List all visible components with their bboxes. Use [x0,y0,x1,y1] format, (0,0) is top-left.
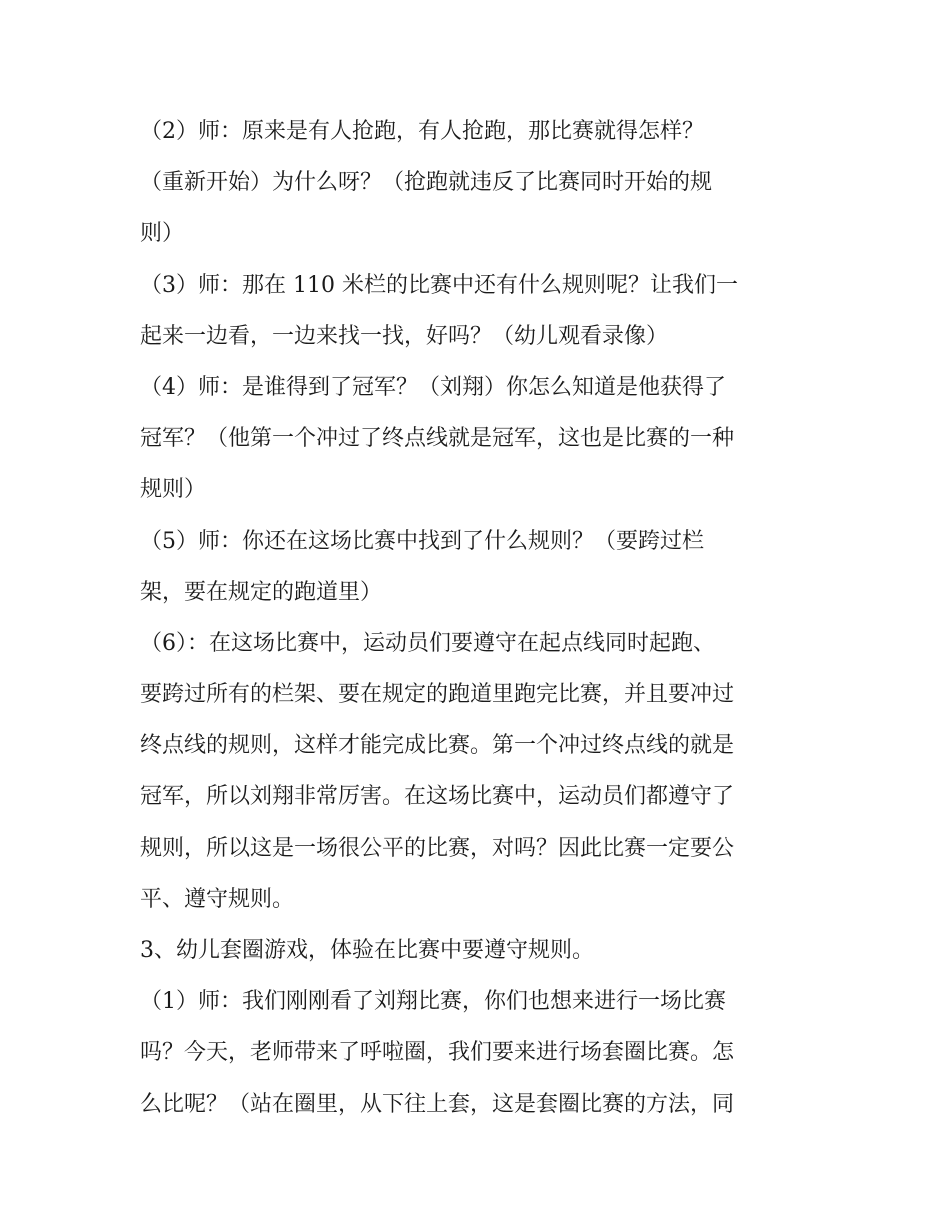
text-line: 起来一边看，一边来找一找，好吗？（幼儿观看录像） [140,323,669,349]
document-body [140,106,820,1130]
text-line: 则） [140,221,185,247]
text-line: 终点线的规则，这样才能完成比赛。第一个冲过终点线的就是 [140,733,735,759]
text-line: （4）师：是谁得到了冠军？（刘翔）你怎么知道是他获得了 [140,374,726,400]
text-line: 3、幼儿套圈游戏，体验在比赛中要遵守规则。 [140,938,594,963]
text-line: （3）师：那在 110 米栏的比赛中还有什么规则呢？让我们一 [140,272,738,298]
text-line: 规则，所以这是一场很公平的比赛，对吗？因此比赛一定要公 [140,835,735,861]
text-line: （2）师：原来是有人抢跑，有人抢跑，那比赛就得怎样？ [140,119,704,144]
text-line: （5）师：你还在这场比赛中找到了什么规则？（要跨过栏 [140,528,704,554]
text-line: 么比呢？（站在圈里，从下往上套，这是套圈比赛的方法，同 [140,1091,735,1117]
text-line: （1）师：我们刚刚看了刘翔比赛，你们也想来进行一场比赛 [140,989,726,1015]
text-line: 冠军，所以刘翔非常厉害。在这场比赛中，运动员们都遵守了 [140,784,735,810]
text-line: 平、遵守规则。 [140,886,295,912]
text-line: （重新开始）为什么呀？（抢跑就违反了比赛同时开始的规 [140,170,713,196]
text-line: 架，要在规定的跑道里） [140,579,383,605]
text-line: 规则） [140,477,207,503]
text-line: （6）：在这场比赛中，运动员们要遵守在起点线同时起跑、 [140,630,715,656]
text-line: 吗？今天，老师带来了呼啦圈，我们要来进行场套圈比赛。怎 [140,1040,735,1066]
text-line: 冠军？（他第一个冲过了终点线就是冠军，这也是比赛的一种 [140,426,735,452]
text-line: 要跨过所有的栏架、要在规定的跑道里跑完比赛，并且要冲过 [140,682,735,708]
